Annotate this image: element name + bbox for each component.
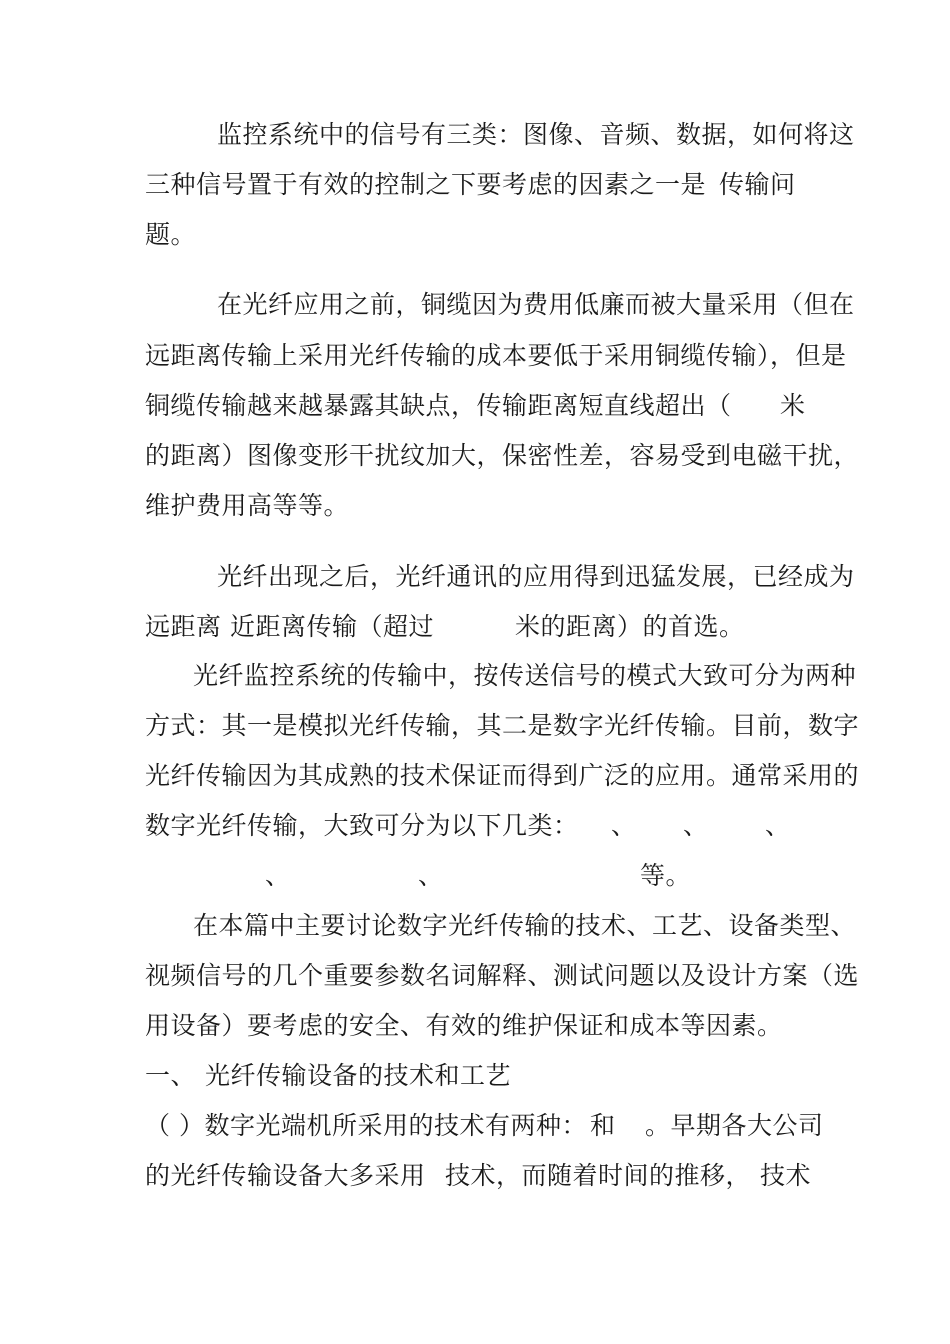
text-segment: 视频信号的几个重要参数名词解释、测试问题以及设计方案（选: [145, 961, 860, 990]
text-segment: 、: [765, 811, 791, 840]
text-segment: 光纤监控系统的传输中，按传送信号的模式大致可分为两种: [193, 661, 857, 690]
text-segment: 技术，而随着时间的推移，: [445, 1161, 752, 1190]
text-segment: 技术: [760, 1161, 812, 1190]
text-segment: 的光纤传输设备大多采用: [145, 1161, 426, 1190]
text-segment: 远距离 近距离传输（超过: [145, 612, 434, 641]
text-segment: 用设备）要考虑的安全、有效的维护保证和成本等因素。: [145, 1011, 783, 1040]
text-segment: 光纤出现之后，光纤通讯的应用得到迅猛发展，已经成为: [217, 562, 855, 591]
text-segment: 米的距离）的首选。: [515, 612, 745, 641]
text-segment: 远距离传输上采用光纤传输的成本要低于采用铜缆传输），但是: [145, 341, 847, 370]
heading-number: 一、: [145, 1061, 197, 1090]
heading-title: 光纤传输设备的技术和工艺: [205, 1061, 512, 1090]
text-segment: 米: [780, 391, 806, 420]
text-segment: 在本篇中主要讨论数字光纤传输的技术、工艺、设备类型、: [193, 911, 857, 940]
text-segment: 传输问: [719, 170, 796, 199]
text-segment: 、: [265, 861, 291, 890]
text-segment: 。早期各大公司: [645, 1111, 824, 1140]
text-segment: 光纤传输因为其成熟的技术保证而得到广泛的应用。通常采用的: [145, 761, 860, 790]
text-segment: 数字光纤传输，大致可分为以下几类：: [145, 811, 579, 840]
text-segment: 监控系统中的信号有三类：图像、音频、数据，如何将这: [217, 120, 855, 149]
text-segment: 和: [590, 1111, 616, 1140]
text-segment: 铜缆传输越来越暴露其缺点，传输距离短直线超出（: [145, 391, 732, 420]
text-segment: 在光纤应用之前，铜缆因为费用低廉而被大量采用（但在: [217, 290, 855, 319]
text-segment: 题。: [145, 220, 197, 249]
text-segment: 、: [418, 861, 444, 890]
text-segment: 、: [683, 811, 709, 840]
text-segment: 三种信号置于有效的控制之下要考虑的因素之一是: [145, 170, 707, 199]
text-segment: 方式：其一是模拟光纤传输，其二是数字光纤传输。目前，数字: [145, 711, 860, 740]
text-segment: 、: [611, 811, 637, 840]
text-segment: 的距离）图像变形干扰纹加大，保密性差，容易受到电磁干扰，: [145, 441, 860, 470]
text-segment: （ ）数字光端机所采用的技术有两种：: [145, 1111, 587, 1140]
text-segment: 等。: [640, 861, 692, 890]
text-segment: 维护费用高等等。: [145, 491, 350, 520]
